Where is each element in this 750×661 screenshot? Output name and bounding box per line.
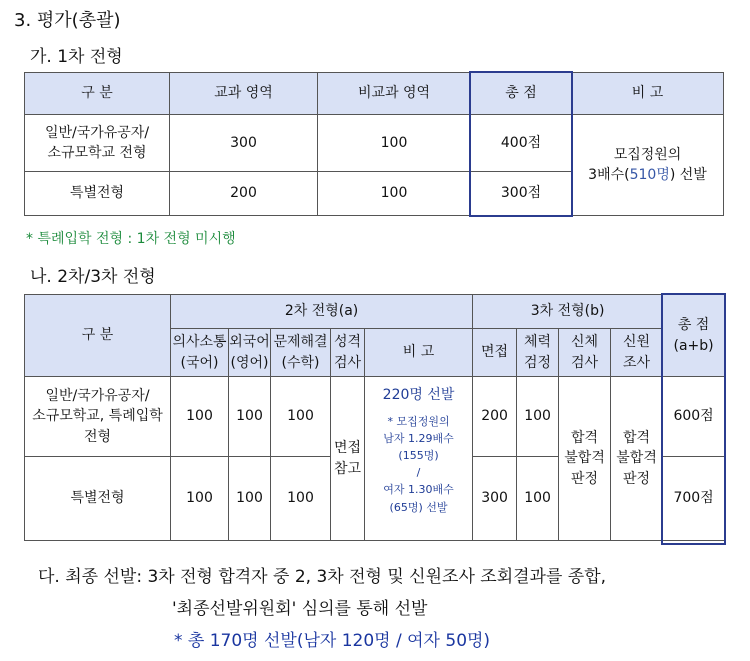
t1-row1-noncourse: 100: [318, 115, 471, 172]
t2-col-remark: 비 고: [365, 329, 473, 377]
t2-personality: 면접 참고: [331, 377, 365, 541]
t1-header-noncourse: 비교과 영역: [318, 73, 471, 115]
section-title: 3. 평가(총괄): [14, 10, 121, 31]
t2-col-fitness: 체력 검정: [517, 329, 559, 377]
t2-row1-foreign-language: 100: [229, 377, 271, 457]
t2-row2-name: 특별전형: [25, 457, 171, 541]
t1-row1-course: 300: [170, 115, 318, 172]
second-third-stage-table: [24, 294, 725, 541]
t2-header-stage3: 3차 전형(b): [473, 295, 663, 329]
t2-col-communication: 의사소통 (국어): [171, 329, 229, 377]
final-selection-line1: 다. 최종 선발: 3차 전형 합격자 중 2, 3차 전형 및 신원조사 조회결과를 종합,: [38, 567, 607, 587]
final-selection-total: * 총 170명 선발(남자 120명 / 여자 50명): [174, 631, 491, 651]
t2-row2-foreign-language: 100: [229, 457, 271, 541]
t1-row2-name: 특별전형: [25, 172, 170, 216]
final-selection-line2: '최종선발위원회' 심의를 통해 선발: [172, 599, 428, 619]
t2-header-total: [663, 295, 725, 377]
t2-row1-problem-solving: 100: [271, 377, 331, 457]
t1-remark-count: 510명: [629, 167, 670, 183]
t1-row1-total: 400점: [471, 115, 572, 172]
t2-row1-fitness: 100: [517, 377, 559, 457]
t1-remark-line1: 모집정원의: [613, 146, 682, 163]
t2-col-problem-solving: 문제해결 (수학): [271, 329, 331, 377]
t2-header-stage2: 2차 전형(a): [171, 295, 473, 329]
t2-physical-result: 합격 불합격 판정: [559, 377, 611, 541]
t2-row1-communication: 100: [171, 377, 229, 457]
t1-remark-line2: 3배수(510명) 선발: [588, 167, 707, 183]
note-special-admission: * 특례입학 전형 : 1차 전형 미시행: [26, 231, 236, 247]
t1-header-total: 총 점: [471, 73, 572, 115]
t1-row2-course: 200: [170, 172, 318, 216]
sub-title-first-stage: 가. 1차 전형: [30, 47, 123, 67]
t2-remark: [365, 377, 473, 541]
t2-col-background: 신원 조사: [611, 329, 663, 377]
t1-row1-name: 일반/국가유공자/ 소규모학교 전형: [25, 115, 170, 172]
t2-row2-total: 700점: [663, 457, 725, 541]
t2-header-category: 구 분: [25, 295, 171, 377]
t1-header-category: 구 분: [25, 73, 170, 115]
t2-row1-name: 일반/국가유공자/ 소규모학교, 특례입학 전형: [25, 377, 171, 457]
t2-col-personality: 성격 검사: [331, 329, 365, 377]
t2-background-result: 합격 불합격 판정: [611, 377, 663, 541]
t2-remark-detail: * 모집정원의 남자 1.29배수 (155명) / 여자 1.30배수 (65명) 선발: [383, 415, 454, 514]
t2-row2-interview: 300: [473, 457, 517, 541]
t2-remark-main: 220명 선발: [382, 387, 455, 403]
first-stage-table: [24, 72, 724, 216]
t2-row1-interview: 200: [473, 377, 517, 457]
t2-row2-communication: 100: [171, 457, 229, 541]
t1-header-course: 교과 영역: [170, 73, 318, 115]
t2-col-physical: 신체 검사: [559, 329, 611, 377]
t2-col-foreign-language: 외국어 (영어): [229, 329, 271, 377]
t1-row2-total: 300점: [471, 172, 572, 216]
t2-header-total-formula: (a+b): [673, 337, 714, 354]
t1-remark: [572, 115, 724, 216]
t2-row1-total: 600점: [663, 377, 725, 457]
t2-row2-fitness: 100: [517, 457, 559, 541]
t2-row2-problem-solving: 100: [271, 457, 331, 541]
t1-header-remark: 비 고: [572, 73, 724, 115]
sub-title-second-third-stage: 나. 2차/3차 전형: [30, 267, 156, 287]
t1-row2-noncourse: 100: [318, 172, 471, 216]
t2-header-total-label: 총 점: [677, 317, 710, 334]
t2-col-interview: 면접: [473, 329, 517, 377]
